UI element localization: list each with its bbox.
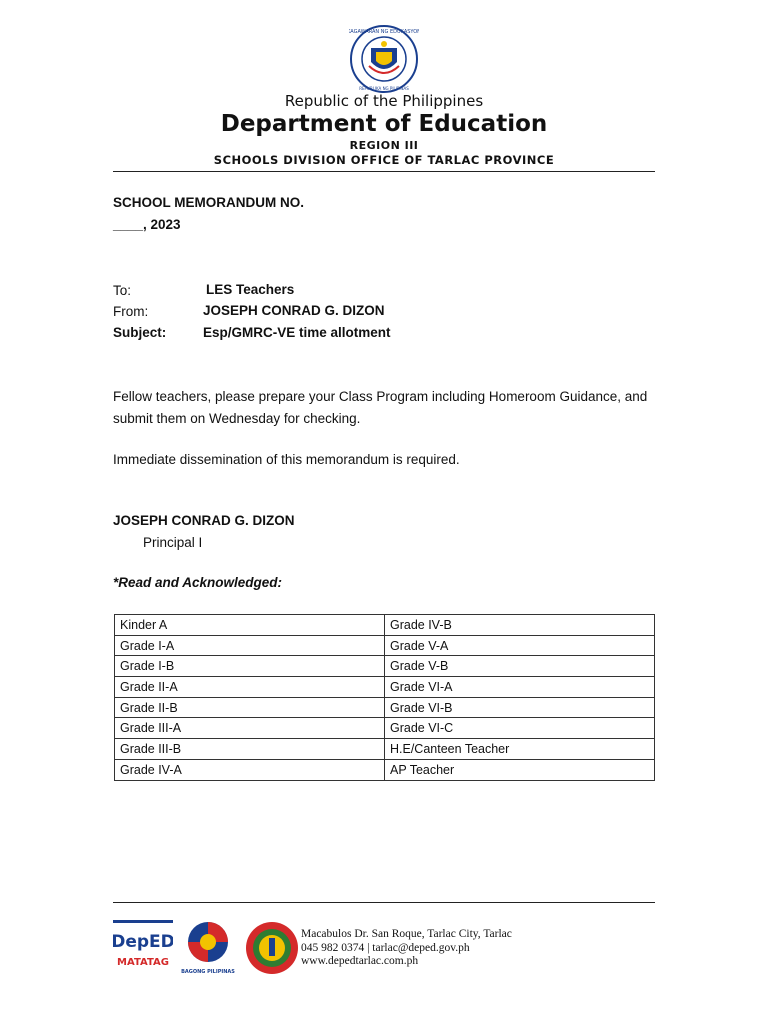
table-cell: Grade IV-B — [385, 615, 655, 636]
memo-number-label: SCHOOL MEMORANDUM NO. — [113, 195, 304, 210]
table-row — [115, 656, 655, 677]
table-cell: Grade V-B — [385, 656, 655, 677]
subject-label: Subject: — [113, 325, 167, 340]
republic-heading: Republic of the Philippines — [284, 92, 484, 110]
table-row — [115, 615, 655, 636]
header-divider — [113, 171, 655, 172]
memo-date-line: ____, 2023 — [113, 217, 181, 232]
from-value: JOSEPH CONRAD G. DIZON — [203, 303, 385, 318]
department-heading: Department of Education — [220, 111, 548, 137]
table-cell: H.E/Canteen Teacher — [385, 739, 655, 760]
signatory-name: JOSEPH CONRAD G. DIZON — [113, 513, 295, 528]
table-cell: Grade III-A — [115, 718, 385, 739]
bagong-pilipinas-text: BAGONG PILIPINAS — [181, 969, 235, 975]
sdo-tarlac-seal — [245, 921, 299, 975]
signatory-title: Principal I — [143, 535, 203, 550]
table-cell: Grade VI-B — [385, 697, 655, 718]
division-heading: SCHOOLS DIVISION OFFICE OF TARLAC PROVINCE — [213, 153, 555, 167]
seal-text-top: KAGAWARAN NG EDUKASYON — [349, 29, 419, 35]
seal-text-bottom: REPUBLIKA NG PILIPINAS — [359, 86, 409, 91]
table-cell: Kinder A — [115, 615, 385, 636]
table-row — [115, 718, 655, 739]
from-label: From: — [113, 304, 149, 319]
region-heading: REGION III — [349, 139, 419, 152]
deped-logo-text: DepED — [113, 932, 173, 952]
table-cell: Grade VI-C — [385, 718, 655, 739]
footer-website: www.depedtarlac.com.ph — [301, 955, 419, 967]
table-row — [115, 697, 655, 718]
acknowledgement-table — [114, 614, 655, 781]
table-row — [115, 739, 655, 760]
table-row — [115, 677, 655, 698]
footer-address: Macabulos Dr. San Roque, Tarlac City, Tarlac — [301, 928, 512, 940]
table-cell: Grade II-A — [115, 677, 385, 698]
table-row — [115, 635, 655, 656]
table-cell: AP Teacher — [385, 759, 655, 780]
acknowledgement-label: *Read and Acknowledged: — [113, 575, 283, 590]
footer-divider — [113, 902, 655, 903]
footer-contact: 045 982 0374 | tarlac@deped.gov.ph — [301, 941, 470, 954]
footer-contact-block — [301, 928, 512, 969]
memo-body-paragraph-2: Immediate dissemination of this memorandum is required. — [113, 452, 460, 467]
to-value: LES Teachers — [206, 282, 295, 297]
table-row — [115, 759, 655, 780]
subject-value: Esp/GMRC-VE time allotment — [203, 325, 391, 340]
table-cell: Grade IV-A — [115, 759, 385, 780]
to-label: To: — [113, 283, 132, 298]
bagong-pilipinas-logo — [180, 918, 236, 976]
table-cell: Grade III-B — [115, 739, 385, 760]
table-cell: Grade VI-A — [385, 677, 655, 698]
table-cell: Grade I-A — [115, 635, 385, 656]
table-cell: Grade I-B — [115, 656, 385, 677]
table-cell: Grade V-A — [385, 635, 655, 656]
deped-matatag-logo — [113, 920, 173, 975]
table-cell: Grade II-B — [115, 697, 385, 718]
memo-body-paragraph-1: Fellow teachers, please prepare your Class Program including Homeroom Guidance, and submit them on Wednesday for checking. — [113, 389, 648, 426]
deped-seal-logo — [349, 24, 419, 94]
matatag-text: MATATAG — [117, 957, 169, 968]
